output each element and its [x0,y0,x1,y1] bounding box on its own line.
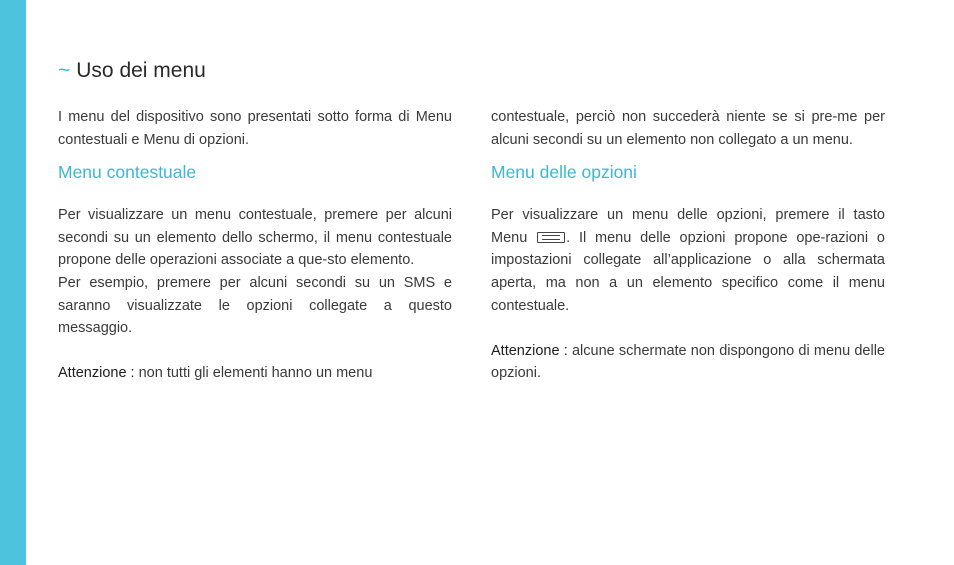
attention-text: alcune schermate non dispongono di menu delle opzioni. [491,342,886,382]
attention-label: Attenzione : [58,365,135,382]
attention-label: Attenzione : [491,342,568,359]
attention-note [491,340,885,385]
continuation-paragraph: contestuale, perciò non succederà niente se si pre-me per alcuni secondi su un elemento non collegato a un menu. [491,109,885,148]
menu-key-icon [537,232,565,243]
contextual-menu-paragraph: Per visualizzare un menu contestuale, premere per alcuni secondi su un elemento dello schermo, il menu contestuale propone delle operazioni associate a que-sto elemento. [58,207,452,269]
options-menu-paragraph [491,204,885,317]
title-text: Uso dei menu [76,59,206,82]
section-heading-menu-contestuale: Menu contestuale [58,162,197,183]
attention-text: non tutti gli elementi hanno un menu [134,365,373,382]
section-heading-menu-opzioni: Menu delle opzioni [491,162,637,183]
example-paragraph: Per esempio, premere per alcuni secondi su un SMS e saranno visualizzate le opzioni collegate a questo messaggio. [58,274,452,337]
attention-note [58,362,452,385]
options-text-before-icon: Per visualizzare un menu delle opzioni, premere il tasto Menu [491,207,885,246]
intro-paragraph: I menu del dispositivo sono presentati sotto forma di Menu contestuali e Menu di opzioni. [58,109,452,148]
side-accent-bar [0,0,26,565]
left-column [58,106,452,385]
title-marker: ~ [58,59,71,82]
options-text-after-icon: . Il menu delle opzioni propone ope-razioni o impostazioni collegate all’applicazione o alla schermata aperta, ma non a un elemento specifico come il menu contestuale. [491,229,885,314]
page-title [58,58,206,84]
right-column [491,106,885,385]
